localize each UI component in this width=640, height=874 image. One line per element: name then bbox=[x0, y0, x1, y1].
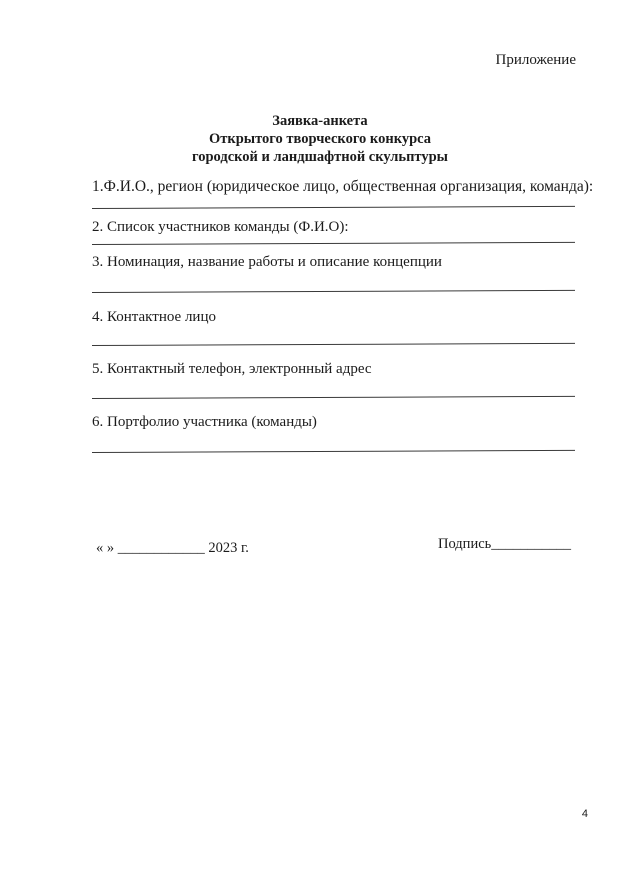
field-label-contact-person: 4. Контактное лицо bbox=[92, 309, 216, 325]
field-label-nomination: 3. Номинация, название работы и описание концепции bbox=[92, 254, 442, 270]
signature-field: Подпись___________ bbox=[438, 536, 571, 552]
field-label-portfolio: 6. Портфолио участника (команды) bbox=[92, 414, 317, 430]
form-subtitle-line-1: Открытого творческого конкурса bbox=[208, 131, 432, 147]
field-label-team-members: 2. Список участников команды (Ф.И.О): bbox=[92, 219, 349, 235]
form-title: Заявка-анкета bbox=[272, 113, 368, 129]
field-label-contact-phone-email: 5. Контактный телефон, электронный адрес bbox=[92, 361, 372, 377]
page-number: 4 bbox=[581, 808, 588, 820]
field-line-contact-person bbox=[92, 343, 575, 346]
field-line-name-region bbox=[92, 206, 575, 209]
field-label-name-region: 1.Ф.И.О., регион (юридическое лицо, общественная организация, команда): bbox=[92, 178, 594, 195]
field-line-portfolio bbox=[92, 450, 575, 453]
appendix-label: Приложение bbox=[495, 52, 576, 68]
field-line-team-members bbox=[92, 242, 575, 245]
date-field: « » ____________ 2023 г. bbox=[96, 540, 249, 556]
field-line-contact-phone-email bbox=[92, 396, 575, 399]
field-line-nomination bbox=[92, 290, 575, 293]
form-subtitle-line-2: городской и ландшафтной скульптуры bbox=[191, 149, 448, 165]
